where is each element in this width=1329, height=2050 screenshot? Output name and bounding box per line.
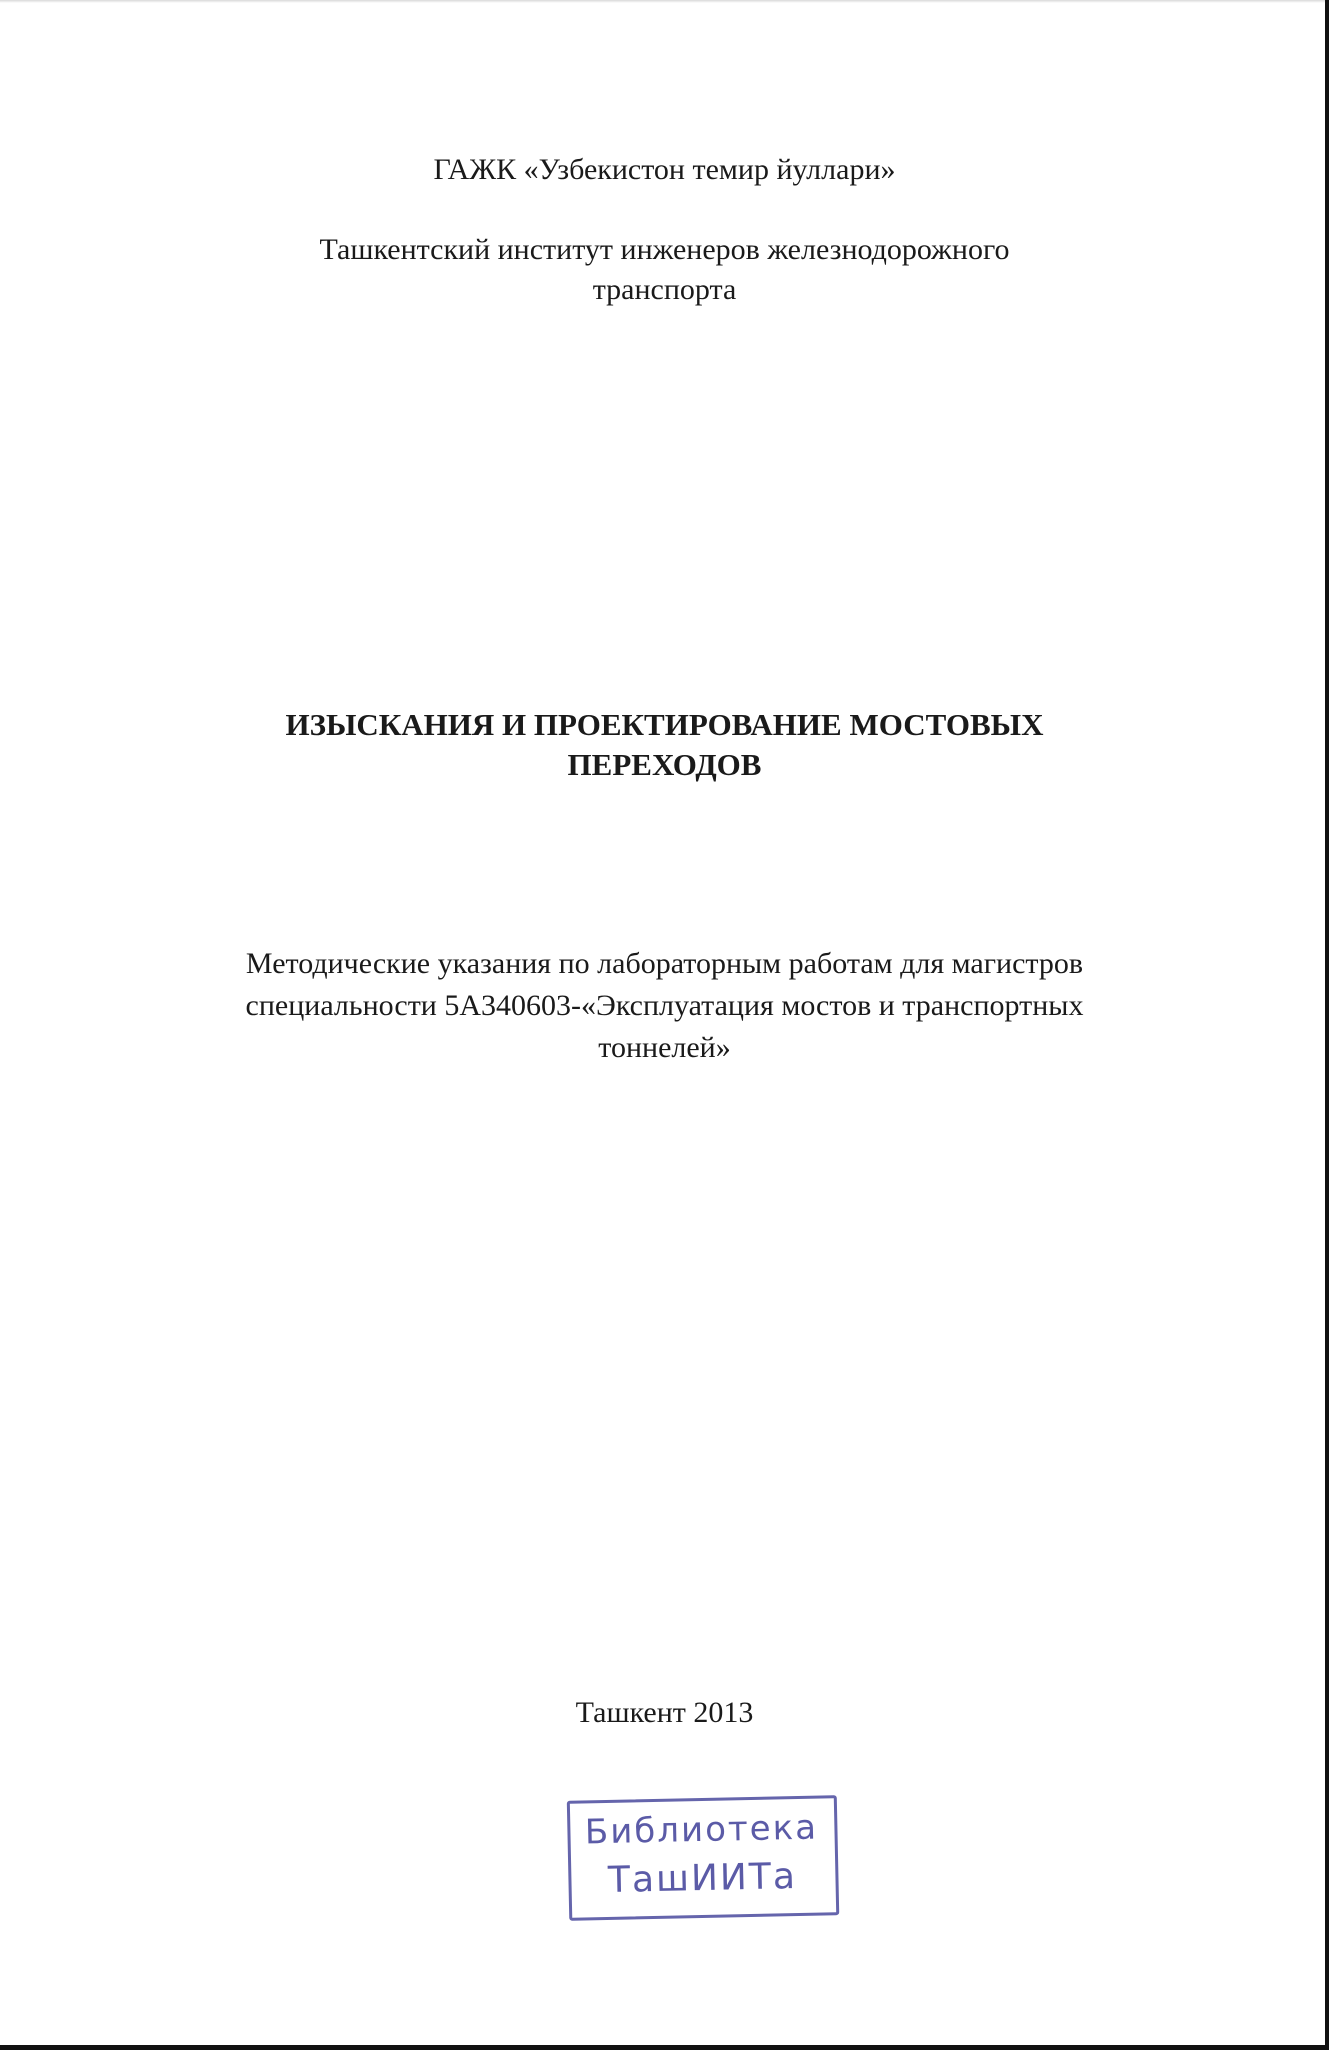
library-stamp [567,1795,837,1919]
document-title [0,705,1329,785]
city-year-text: Ташкент 2013 [575,1696,754,1729]
stamp-line-1: Библиотека [584,1807,819,1853]
stamp-line-2: ТашИИТа [607,1856,798,1901]
document-subtitle [0,943,1329,1069]
page-bottom-edge [0,2045,1329,2050]
subtitle-line-2: специальности 5А340603-«Эксплуатация мостов и транспортных [245,989,1084,1022]
page-top-edge [0,0,1329,3]
title-line-2: ПЕРЕХОДОВ [567,747,762,782]
institute-line-1: Ташкентский институт инженеров железнодорожного [319,233,1010,266]
subtitle-line-1: Методические указания по лабораторным работам для магистров [245,947,1084,980]
institute-line-2: транспорта [592,273,737,306]
subtitle-line-3: тоннелей» [598,1031,731,1064]
organization-line: ГАЖК «Узбекистон темир йуллари» [433,153,896,186]
organization-name [0,150,1329,190]
institute-name [0,230,1329,310]
title-line-1: ИЗЫСКАНИЯ И ПРОЕКТИРОВАНИЕ МОСТОВЫХ [285,707,1044,742]
city-year [0,1693,1329,1733]
